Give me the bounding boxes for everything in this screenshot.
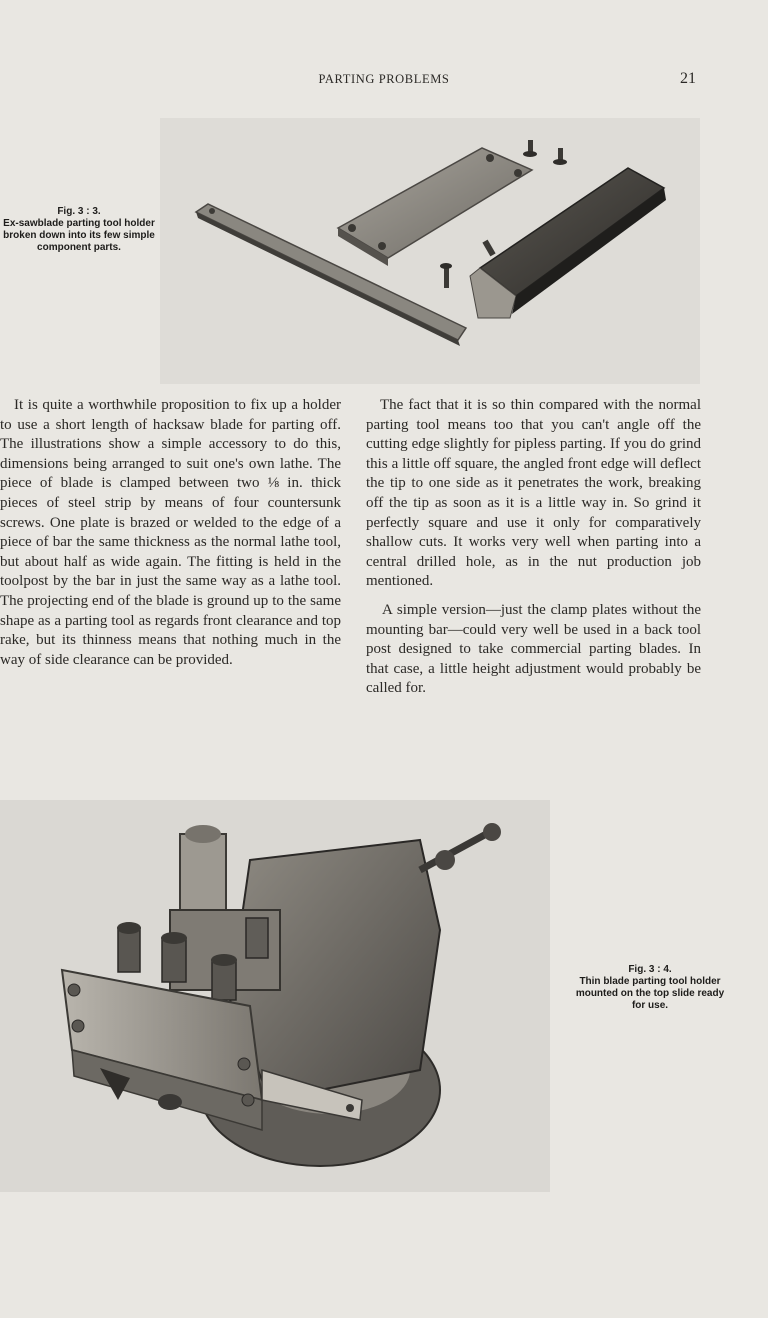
running-head: PARTING PROBLEMS xyxy=(318,72,450,86)
figure-3-4-caption-number: Fig. 3 : 4. xyxy=(628,964,672,975)
figure-3-3-caption-number: Fig. 3 : 3. xyxy=(57,206,101,217)
figure-3-4-caption-text: Thin blade parting tool holder mounted on the top slide ready for use. xyxy=(575,976,725,1011)
body-left-paragraph-1: It is quite a worthwhile proposition to fix up a holder to use a short length of hacksaw blade for parting off. The illustrations show a simple accessory to do this, dimensions being arranged to suit one's own lathe. The piece of blade is clamped between two ⅛ in. thick pieces of steel strip by means of four countersunk screws. One plate is brazed or welded to the edge of a piece of bar the same thickness as the normal lathe tool, but about half as wide again. The fitting is held in the toolpost by the bar in just the same way as a lathe tool. The projecting end of the blade is ground up to the same shape as a parting tool as regards front clearance and top rake, but its thinness means that nothing much in the way of side clearance can be provided. xyxy=(0,397,341,668)
body-left-column xyxy=(0,396,341,670)
page-number: 21 xyxy=(680,70,696,87)
figure-3-4-caption xyxy=(570,964,730,1012)
figure-3-3-caption xyxy=(0,206,158,254)
body-right-paragraph-2: A simple version—just the clamp plates without the mounting bar—could very well be used in a back tool post designed to take commercial parting blades. In that case, a little height adjustment would probably be called for. xyxy=(366,601,701,697)
figure-3-4-photo xyxy=(0,800,550,1192)
body-right-column xyxy=(366,396,701,699)
figure-3-3-caption-text: Ex-sawblade parting tool holder broken down into its few simple component parts. xyxy=(3,218,155,253)
body-right-paragraph-1: The fact that it is so thin compared with the normal parting tool means too that you can't angle off the cutting edge slightly for pipless parting. If you do grind this a little off square, the angled front edge will deflect the tip to one side as it penetrates the work, breaking off the tip as soon as it is a little way in. So grind it perfectly square and use it only for comparatively shallow cuts. It works very well when parting into a central drilled hole, as in the nut production job mentioned. xyxy=(366,397,701,590)
figure-3-3-photo xyxy=(160,118,700,384)
